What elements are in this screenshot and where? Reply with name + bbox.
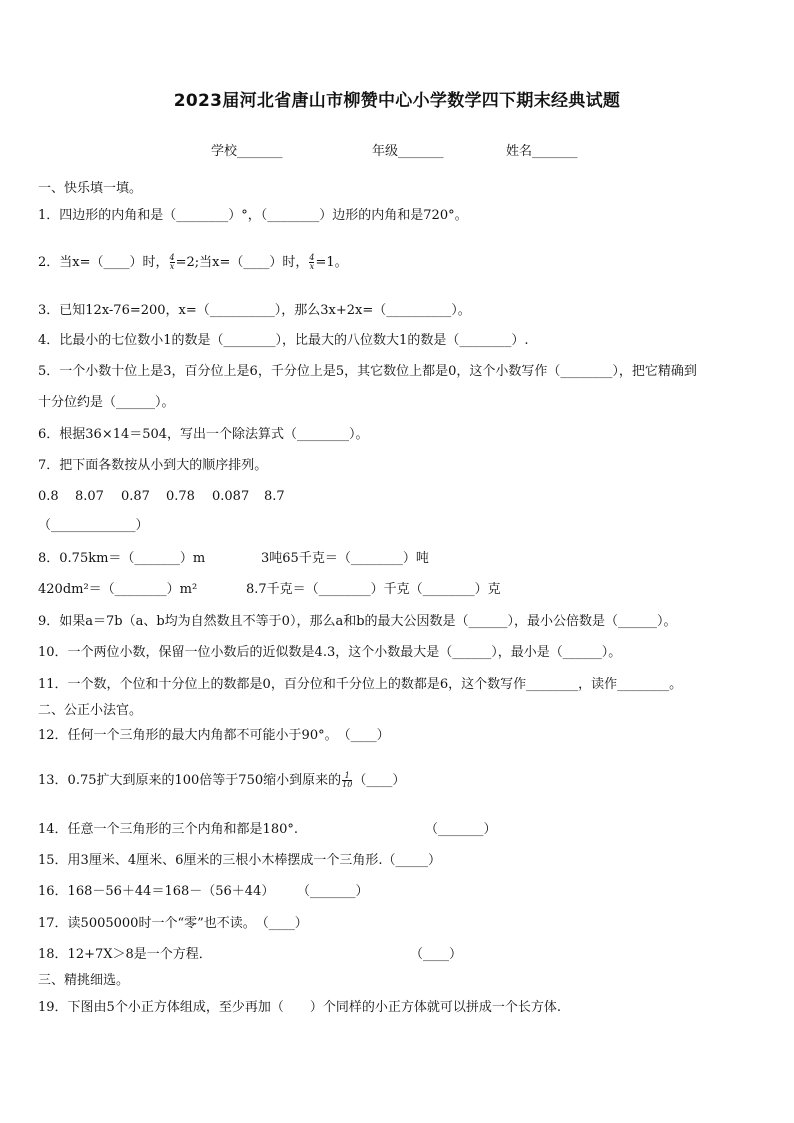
fraction-denominator: x [309,262,315,271]
question-8-part-c: 420dm²＝（________）m² [38,582,198,597]
fraction-1-over-10 [342,772,352,789]
question-4: 4．比最小的七位数小1的数是（________），比最大的八位数大1的数是（________）. [38,333,529,348]
question-7: 7．把下面各数按从小到大的顺序排列。 [38,458,268,473]
q7-answer-blank: （_____________） [38,518,149,533]
q7-number: 0.087 [212,489,250,504]
question-13-answer: （____） [353,773,406,788]
fraction-4-over-x [309,254,314,271]
question-1: 1．四边形的内角和是（________）°，（________）边形的内角和是720°。 [38,208,468,223]
q7-number: 8.7 [264,489,285,504]
question-11: 11．一个数，个位和十分位上的数都是0，百分位和千分位上的数都是6，这个数写作________，读作________。 [38,677,683,692]
fraction-numerator: 4 [169,253,175,262]
question-8-part-b: 3吨65千克＝（________）吨 [261,551,429,566]
question-8-part-d: 8.7千克＝（________）千克（________）克 [246,582,501,597]
page-title: 2023届河北省唐山市柳赞中心小学数学四下期末经典试题 [173,91,621,111]
question-2-part-c: =1。 [315,255,348,270]
q7-number: 0.78 [166,489,195,504]
question-14-answer: （_______） [425,822,497,837]
question-18: 18．12+7X＞8是一个方程． [38,947,212,962]
section-heading-2: 二、公正小法官。 [38,703,143,718]
school-field: 学校_______ [211,144,283,159]
q7-number: 0.8 [38,489,59,504]
name-field: 姓名_______ [506,144,578,159]
grade-field: 年级_______ [372,144,444,159]
question-19: 19．下图由5个小正方体组成，至少再加（ ）个同样的小正方体就可以拼成一个长方体. [38,1000,561,1015]
question-8-part-a: 8．0.75km＝（_______）m [38,551,206,566]
question-13-text: 13．0.75扩大到原来的100倍等于750缩小到原来的 [38,773,342,788]
question-2-part-b: =2;当x=（____）时， [175,255,309,270]
question-15: 15．用3厘米、4厘米、6厘米的三根小木棒摆成一个三角形.（_____） [38,853,441,868]
question-13 [38,772,405,790]
section-heading-3: 三、精挑细选。 [38,973,130,988]
question-10: 10．一个两位小数，保留一位小数后的近似数是4.3，这个小数最大是（______），最小是（______）。 [38,645,622,660]
q7-number: 0.87 [121,489,150,504]
question-5-continued: 十分位约是（______）。 [38,395,175,410]
question-16-answer: （_______） [297,884,369,899]
fraction-numerator: 1 [344,771,350,780]
question-16: 16．168－56＋44＝168－（56＋44） [38,884,275,899]
question-18-answer: （____） [410,947,463,962]
question-9: 9．如果a＝7b（a、b均为自然数且不等于0），那么a和b的最大公因数是（______），最小公倍数是（______）。 [38,614,677,629]
q7-number: 8.07 [75,489,104,504]
question-3: 3．已知12x-76=200，x=（__________），那么3x+2x=（__________）。 [38,303,471,318]
fraction-4-over-x [170,254,175,271]
section-heading-1: 一、快乐填一填。 [38,181,143,196]
fraction-denominator: 10 [342,780,353,789]
question-12: 12．任何一个三角形的最大内角都不可能小于90°。 （____） [38,728,390,743]
question-14: 14．任意一个三角形的三个内角和都是180°. [38,822,298,837]
question-6: 6．根据36×14＝504，写出一个除法算式（________）。 [38,427,369,442]
fraction-numerator: 4 [309,253,315,262]
question-5: 5．一个小数十位上是3，百分位上是6，千分位上是5，其它数位上都是0，这个小数写作（________），把它精确到 [38,364,697,379]
question-2 [38,254,348,272]
question-2-part-a: 2．当x=（____）时， [38,255,169,270]
question-17: 17．读5005000时一个“零”也不读。 （____） [38,916,308,931]
fraction-denominator: x [169,262,175,271]
